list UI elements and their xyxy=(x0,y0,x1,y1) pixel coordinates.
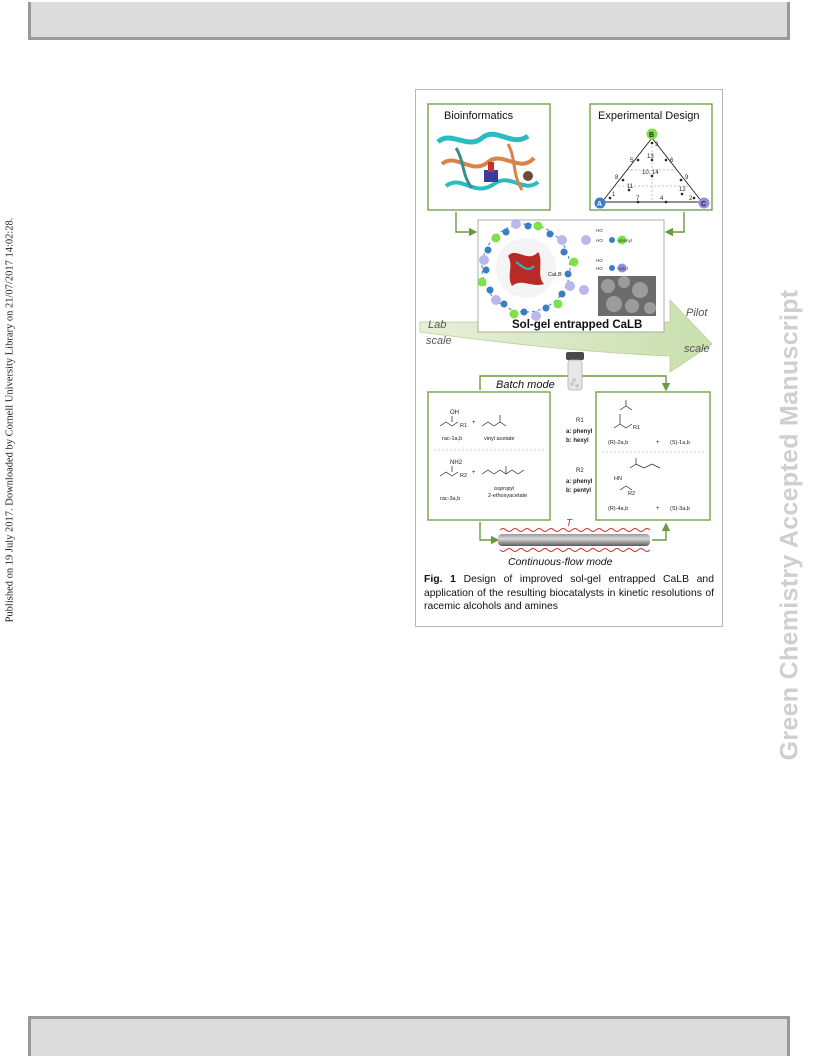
octyl-group-label: -octyl xyxy=(617,266,628,271)
legend-r1-title: R1 xyxy=(576,418,584,424)
point-6: 6 xyxy=(670,158,674,164)
heating-wave-bottom xyxy=(500,549,650,552)
phenyl-group-label: -phenyl xyxy=(617,238,632,243)
flow-reactor-tube xyxy=(498,534,650,546)
vial-image xyxy=(566,352,584,390)
flow-in-arrow xyxy=(480,522,498,540)
ho-label-4: HO xyxy=(596,266,603,271)
left-margin-note xyxy=(0,0,20,1056)
amine-label: rac-3a,b xyxy=(440,496,461,502)
figure-graphic xyxy=(416,90,722,626)
arrow-design-to-solgel xyxy=(666,212,684,232)
point-8: 8 xyxy=(615,175,619,181)
pilot-scale-label: scale xyxy=(684,343,710,355)
product-plus-2: + xyxy=(656,506,660,512)
continuous-flow-label: Continuous-flow mode xyxy=(508,556,613,568)
temperature-label: T xyxy=(566,518,573,529)
point-1: 1 xyxy=(612,192,616,198)
vinyl-acetate-label: vinyl acetate xyxy=(484,436,515,442)
flow-out-arrow xyxy=(652,524,666,540)
product-r2-label: R2 xyxy=(628,491,636,497)
watermark-text: Green Chemistry Accepted Manuscript xyxy=(775,289,804,761)
plus-sign-2: + xyxy=(472,470,476,476)
lab-label: Lab xyxy=(428,319,447,331)
legend-r1-b: b: hexyl xyxy=(566,438,589,444)
alcohol-label: rac-1a,b xyxy=(442,436,463,442)
oh-label: OH xyxy=(450,410,459,416)
legend-r2-b: b: pentyl xyxy=(566,488,591,494)
ester-label-line2: 2-ethoxyacetate xyxy=(488,493,528,499)
product-r1-label: R1 xyxy=(633,425,641,431)
vertex-b-label: B xyxy=(649,132,655,139)
product-plus-1: + xyxy=(656,440,660,446)
legend-r2-a: a: phenyl xyxy=(566,479,593,485)
calb-label: CaLB xyxy=(548,272,562,278)
legend-r1-a: a: phenyl xyxy=(566,429,593,435)
pilot-label: Pilot xyxy=(686,307,708,319)
caption-label: Fig. 1 xyxy=(424,574,456,585)
point-7: 7 xyxy=(636,196,640,202)
lab-scale-label: scale xyxy=(426,335,452,347)
r1-structure-label: R1 xyxy=(460,423,468,429)
heating-wave-top xyxy=(500,529,650,532)
point-13: 13 xyxy=(647,154,654,160)
point-3: 3 xyxy=(655,142,659,148)
ho-label-2: HO xyxy=(596,238,603,243)
header-bar xyxy=(28,2,790,40)
publication-note: Published on 19 July 2017. Downloaded by Cornell University Library on 21/07/2017 14:02:28. xyxy=(4,217,16,623)
point-9: 9 xyxy=(685,175,689,181)
nh2-label: NH2 xyxy=(450,460,463,466)
figure-caption xyxy=(424,573,714,614)
solgel-title: Sol-gel entrapped CaLB xyxy=(512,319,643,331)
ho-label-1: HO xyxy=(596,228,603,233)
hn-label: HN xyxy=(614,476,622,482)
figure-1 xyxy=(415,89,723,627)
point-12: 12 xyxy=(679,187,686,193)
batch-mode-label: Batch mode xyxy=(496,379,555,391)
footer-bar xyxy=(28,1016,790,1056)
caption-text: Design of improved sol-gel entrapped CaLB and application of the resulting biocatalysts in kinetic resolutions of racemic alcohols and amines xyxy=(424,574,714,613)
product-row2-left: (R)-4a,b xyxy=(608,506,629,512)
vertex-c-label: C xyxy=(701,201,707,208)
substituent-legend xyxy=(566,418,593,494)
product-row1-left: (R)-2a,b xyxy=(608,440,629,446)
product-row2-right: (S)-3a,b xyxy=(670,506,690,512)
arrow-bio-to-solgel xyxy=(456,212,476,232)
point-10-14: 10, 14 xyxy=(642,170,659,176)
point-4: 4 xyxy=(660,196,664,202)
r2-structure-label: R2 xyxy=(460,473,468,479)
products-panel xyxy=(596,392,710,520)
point-5: 5 xyxy=(630,158,634,164)
product-row1-right: (S)-1a,b xyxy=(670,440,690,446)
legend-r2-title: R2 xyxy=(576,468,584,474)
experimental-design-title: Experimental Design xyxy=(598,110,700,122)
vertex-a-label: A xyxy=(597,201,603,208)
ester-label-line1: isopropyl xyxy=(494,486,515,492)
right-watermark xyxy=(766,0,816,1056)
plus-sign-1: + xyxy=(472,420,476,426)
point-11: 11 xyxy=(627,184,634,190)
bioinformatics-title: Bioinformatics xyxy=(444,110,514,122)
ho-label-3: HO xyxy=(596,258,603,263)
point-2: 2 xyxy=(689,196,693,202)
